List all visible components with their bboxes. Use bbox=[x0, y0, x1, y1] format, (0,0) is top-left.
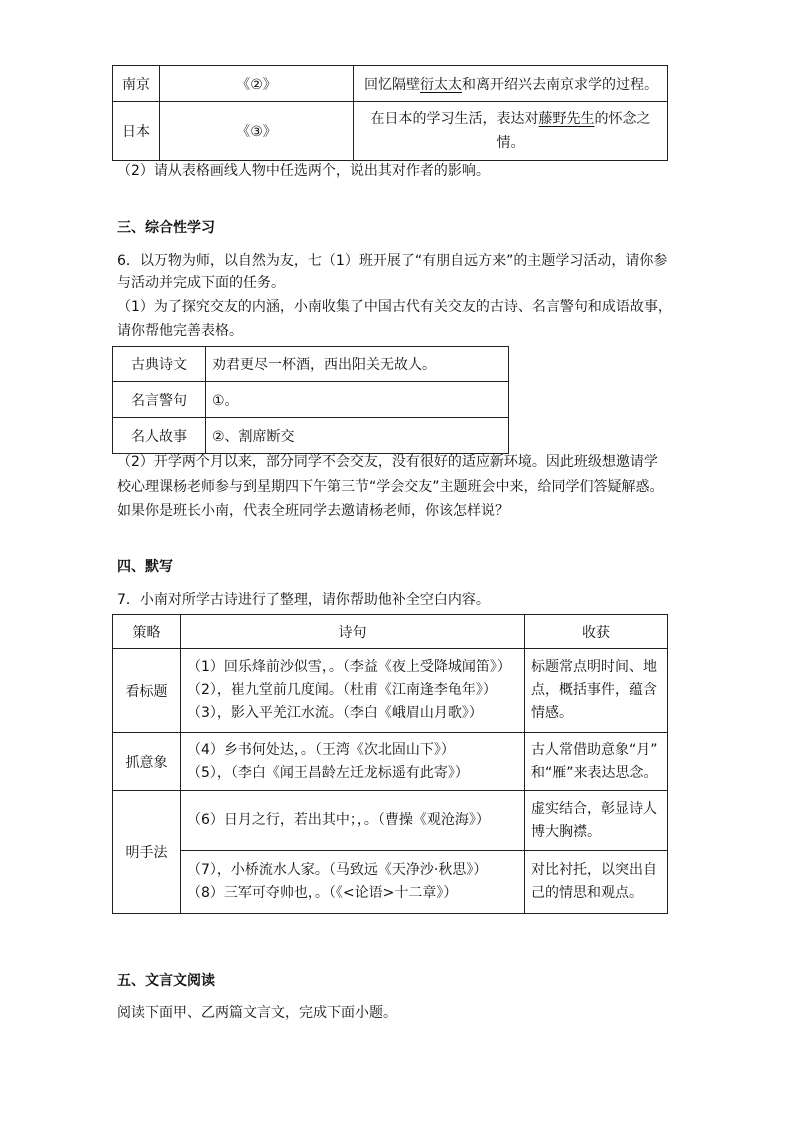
content-cell bbox=[206, 382, 509, 418]
place-cell bbox=[113, 102, 160, 161]
desc-text: 回忆隔壁 bbox=[364, 76, 420, 93]
verse-line: （2），崔九堂前几度闻。（杜甫《江南逢李龟年》） bbox=[187, 682, 497, 698]
underlined-person: 衍太太 bbox=[420, 76, 462, 93]
gain-line: 己的情思和观点。 bbox=[531, 885, 643, 901]
verse-line: （5），（李白《闻王昌龄左迁龙标遥有此寄》） bbox=[187, 764, 469, 781]
verse-cell bbox=[181, 733, 525, 791]
work-title: 《②》 bbox=[236, 76, 277, 93]
work-title: 《③》 bbox=[236, 124, 277, 140]
strategy-label: 看标题 bbox=[125, 683, 168, 700]
gain-cell bbox=[525, 851, 668, 914]
question-6-2-text: 如果你是班长小南，代表全班同学去邀请杨老师，你该怎样说？ bbox=[117, 503, 509, 519]
row-label: 名言警句 bbox=[131, 392, 187, 409]
header-cell bbox=[113, 615, 181, 649]
column-header: 策略 bbox=[132, 624, 161, 641]
place-cell bbox=[113, 66, 160, 102]
desc-text: 的怀念之 bbox=[594, 111, 651, 127]
gain-cell bbox=[525, 649, 668, 733]
verse-cell bbox=[181, 851, 525, 914]
friendship-table bbox=[112, 346, 509, 454]
verse-line: （4）乡书何处达，。（王湾《次北固山下》） bbox=[187, 741, 455, 758]
gain-cell bbox=[525, 733, 668, 791]
question-5-2: （2）请从表格画线人物中任选两个，说出其对作者的影响。 bbox=[117, 163, 490, 179]
gain-line: 标题常点明时间、地 bbox=[531, 659, 657, 675]
question-6-2-text: 校心理课杨老师参与到星期四下午第三节“学会交友”主题班会中来，给同学们答疑解惑。 bbox=[117, 479, 664, 495]
poetry-table bbox=[112, 614, 668, 914]
question-6-2-text: （2）开学两个月以来，部分同学不会交友，没有很好的适应新环境。因此班级想邀请学 bbox=[117, 454, 658, 470]
row-content: ①。 bbox=[212, 392, 239, 409]
row-content: ②、割席断交 bbox=[212, 428, 295, 445]
gain-line: 情感。 bbox=[531, 705, 573, 721]
question-6-text: 与活动并完成下面的任务。 bbox=[117, 275, 285, 291]
gain-line: 对比衬托，以突出自 bbox=[531, 862, 657, 878]
verse-line: （8）三军可夺帅也，。（《<论语>十二章》） bbox=[187, 885, 458, 901]
gain-line: 点，概括事件，蕴含 bbox=[531, 682, 657, 698]
desc-text: 在日本的学习生活，表达对 bbox=[370, 111, 539, 127]
question-7-text: 7．小南对所学古诗进行了整理，请你帮助他补全空白内容。 bbox=[117, 592, 490, 608]
content-cell bbox=[206, 418, 509, 454]
gain-line: 古人常借助意象“月” bbox=[531, 741, 658, 758]
content-cell bbox=[206, 347, 509, 382]
gain-line: 虚实结合，彰显诗人 bbox=[531, 800, 657, 817]
question-6-1-text: 请你帮他完善表格。 bbox=[117, 323, 243, 339]
question-6-1-text: （1）为了探究交友的内涵，小南收集了中国古代有关交友的古诗、名言警句和成语故事， bbox=[117, 299, 672, 315]
work-cell bbox=[160, 66, 354, 102]
section-5-heading: 五、文言文阅读 bbox=[117, 973, 215, 989]
verse-cell bbox=[181, 649, 525, 733]
column-header: 收获 bbox=[582, 624, 610, 641]
label-cell bbox=[113, 418, 206, 454]
row-label: 名人故事 bbox=[131, 428, 187, 445]
verse-line: （6）日月之行，若出其中；，。（曹操《观沧海》） bbox=[187, 812, 490, 828]
desc-text: 和离开绍兴去南京求学的过程。 bbox=[462, 76, 658, 93]
section-4-heading: 四、默写 bbox=[117, 559, 173, 575]
place-label: 日本 bbox=[122, 124, 150, 140]
section-3-heading: 三、综合性学习 bbox=[117, 220, 215, 236]
gain-line: 和“雁”来表达思念。 bbox=[531, 764, 658, 781]
place-label: 南京 bbox=[122, 76, 150, 93]
strategy-label: 明手法 bbox=[125, 845, 168, 861]
verse-line: （1）回乐烽前沙似雪，。（李益《夜上受降城闻笛》） bbox=[187, 659, 511, 675]
verse-line: （7），小桥流水人家。（马致远《天净沙·秋思》） bbox=[187, 862, 488, 878]
verse-cell bbox=[181, 791, 525, 851]
verse-line: （3），影入平羌江水流。（李白《峨眉山月歌》） bbox=[187, 705, 483, 721]
label-cell bbox=[113, 347, 206, 382]
strategy-cell bbox=[113, 649, 181, 733]
header-cell bbox=[181, 615, 525, 649]
column-header: 诗句 bbox=[338, 624, 367, 641]
header-cell bbox=[525, 615, 668, 649]
works-table bbox=[112, 65, 668, 161]
desc-text: 情。 bbox=[496, 135, 525, 151]
strategy-cell bbox=[113, 733, 181, 791]
desc-cell bbox=[354, 66, 668, 102]
strategy-label: 抓意象 bbox=[125, 754, 168, 771]
label-cell bbox=[113, 382, 206, 418]
gain-cell bbox=[525, 791, 668, 851]
underlined-person: 藤野先生 bbox=[538, 111, 595, 127]
row-content: 劝君更尽一杯酒，西出阳关无故人。 bbox=[212, 357, 436, 373]
gain-line: 博大胸襟。 bbox=[531, 823, 601, 840]
work-cell bbox=[160, 102, 354, 161]
desc-cell bbox=[354, 102, 668, 161]
question-6-text: 6．以万物为师，以自然为友，七（1）班开展了“有朋自远方来”的主题学习活动，请你参 bbox=[117, 253, 668, 269]
strategy-cell bbox=[113, 791, 181, 914]
section-5-intro: 阅读下面甲、乙两篇文言文，完成下面小题。 bbox=[117, 1005, 397, 1021]
row-label: 古典诗文 bbox=[131, 357, 187, 373]
